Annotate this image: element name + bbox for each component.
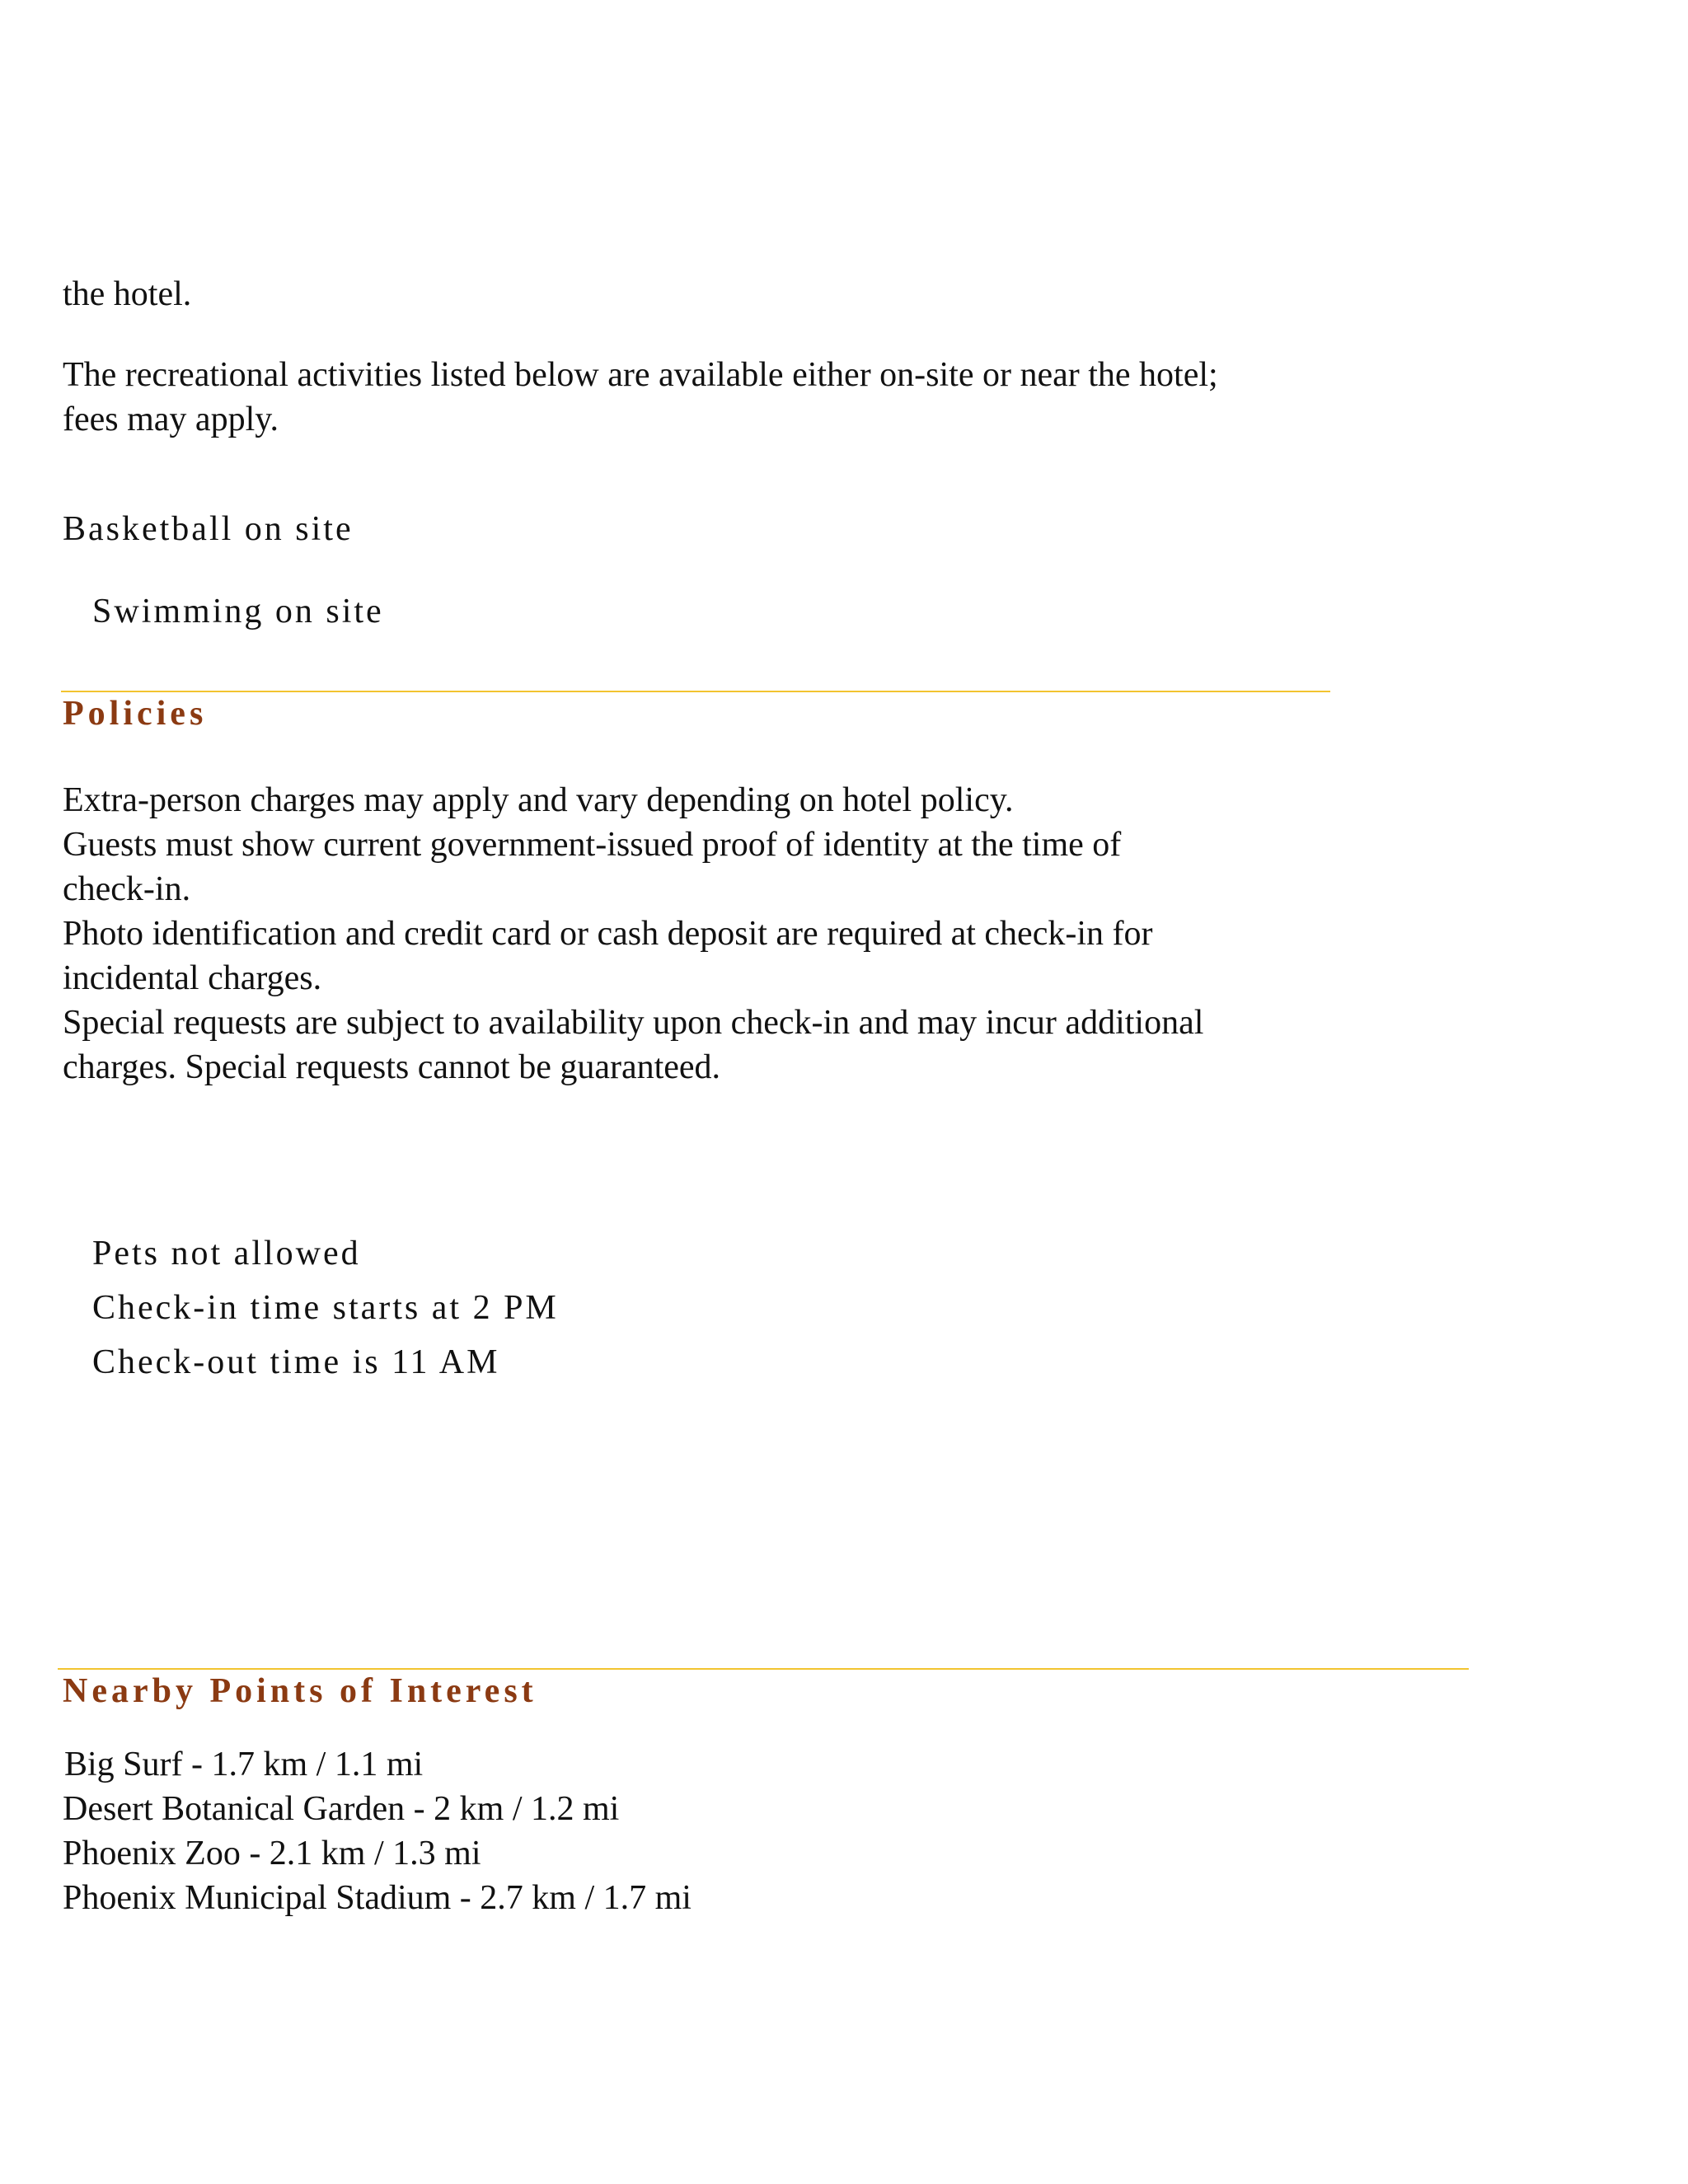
intro-tail-text: the hotel. (63, 275, 192, 313)
policy-line: Special requests are subject to availability upon check-in and may incur additional (63, 1004, 1204, 1042)
policy-line: check-in. (63, 870, 191, 908)
nearby-item-big-surf: Big Surf - 1.7 km / 1.1 mi (64, 1746, 424, 1783)
activity-swimming: Swimming on site (92, 593, 384, 630)
policy-line: Guests must show current government-issued proof of identity at the time of (63, 826, 1122, 864)
policy-line: charges. Special requests cannot be guaranteed. (63, 1048, 721, 1086)
recreation-note-line-1: The recreational activities listed below are available either on-site or near the hotel; (63, 356, 1218, 394)
nearby-heading: Nearby Points of Interest (63, 1672, 537, 1710)
nearby-item-municipal-stadium: Phoenix Municipal Stadium - 2.7 km / 1.7 mi (63, 1879, 692, 1917)
policies-heading: Policies (63, 695, 208, 733)
nearby-item-phoenix-zoo: Phoenix Zoo - 2.1 km / 1.3 mi (63, 1835, 481, 1872)
nearby-list (63, 1742, 692, 1920)
policy-line: Photo identification and credit card or cash deposit are required at check-in for (63, 915, 1153, 953)
policy-line: Extra-person charges may apply and vary depending on hotel policy. (63, 781, 1014, 819)
policy-item-checkin: Check-in time starts at 2 PM (92, 1289, 559, 1327)
nearby-item-botanical-garden: Desert Botanical Garden - 2 km / 1.2 mi (63, 1790, 620, 1828)
policy-item-pets: Pets not allowed (92, 1235, 361, 1272)
policy-line: incidental charges. (63, 959, 322, 997)
policies-divider (61, 691, 1330, 692)
activity-basketball: Basketball on site (63, 510, 354, 548)
policies-text (63, 778, 1203, 1090)
recreation-note-line-2: fees may apply. (63, 401, 279, 438)
policy-item-checkout: Check-out time is 11 AM (92, 1343, 500, 1381)
nearby-divider (58, 1668, 1469, 1670)
